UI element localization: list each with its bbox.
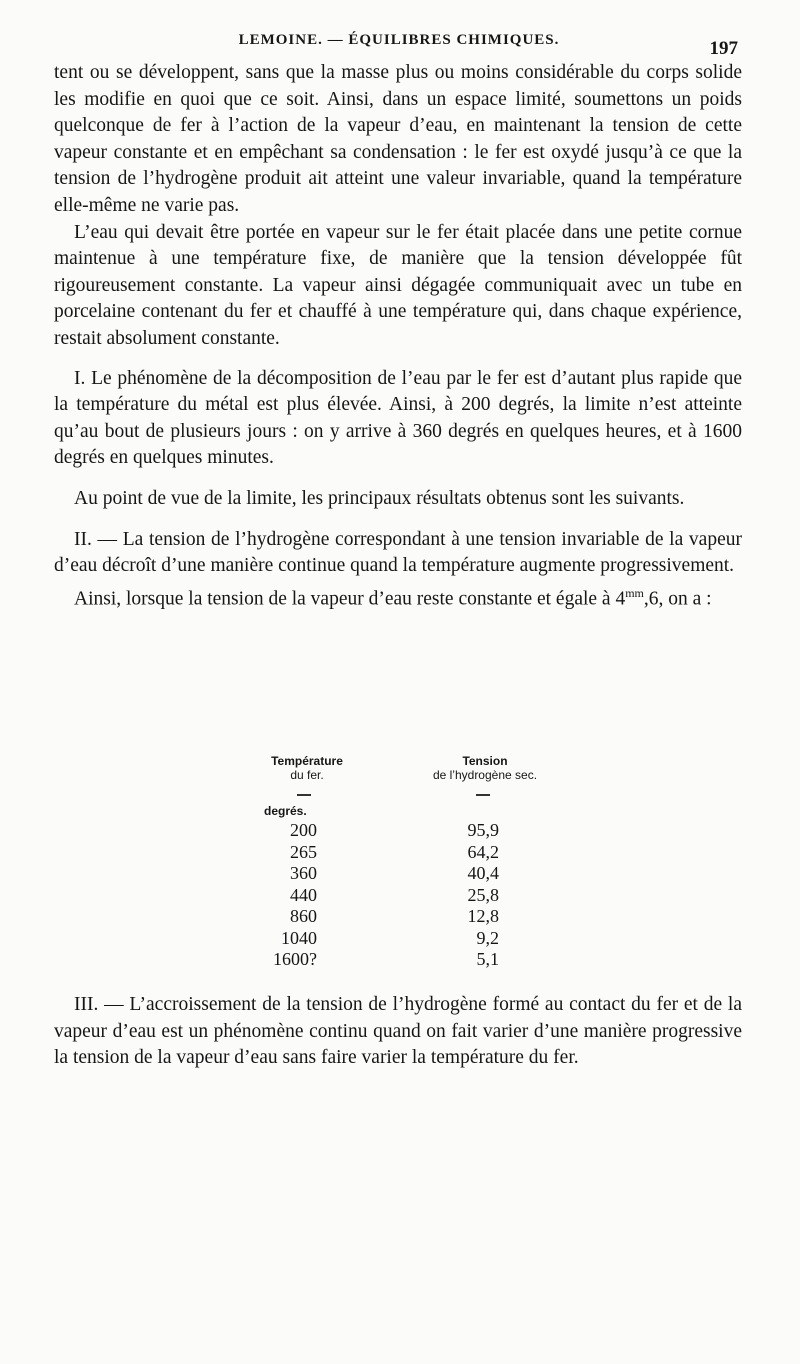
table-column-tension: [459, 820, 499, 971]
table-row: 5,1: [476, 949, 499, 969]
table-row: 40,4: [467, 863, 499, 883]
table-header-temperature: [252, 754, 362, 782]
paragraph-2: L’eau qui devait être portée en vapeur sur le fer était placée dans une petite cornue maintenue à une température fixe, de manière que la tension développée fût rigoureusement constante. La vapeur ainsi dégagée communiquait avec un tube en porcelaine contenant du fer et chauffé à une température qui, dans chaque expérience, restait absolument constante.: [54, 221, 742, 349]
final-paragraph-block: [54, 992, 742, 1072]
table-row: 95,9: [467, 820, 499, 840]
table-row: 25,8: [467, 884, 499, 905]
table-header-temperature-line1: Température: [271, 754, 343, 768]
table-column-temperature: [267, 820, 317, 971]
final-paragraph: III. — L’accroissement de la tension de l’hydrogène formé au contact du fer et de la vapeur d’eau est un phénomène continu quand on fait varier d’une manière progressive la tension de la vapeur d’eau sans faire varier la température du fer.: [54, 994, 742, 1069]
table-row: 9,2: [476, 927, 499, 948]
bleed-through-shadow: [54, 1075, 744, 1275]
paragraph-4: Au point de vue de la limite, les principaux résultats obtenus sont les suivants.: [74, 487, 685, 509]
table-header-dash-tension: [476, 794, 490, 796]
table-header-tension: [410, 754, 560, 782]
table-header-tension-line2: de l’hydrogène sec.: [432, 768, 538, 782]
body-text: [54, 60, 742, 613]
running-title: LEMOINE. — ÉQUILIBRES CHIMIQUES.: [238, 32, 560, 48]
paragraph-6-tail: ,6, on a :: [643, 588, 712, 610]
table-row: 360: [290, 863, 317, 883]
table-row: 12,8: [467, 906, 499, 926]
table-row: 1600?: [273, 949, 317, 969]
paragraph-1: tent ou se développent, sans que la masse plus ou moins considérable du corps solide les modifie en quoi que ce soit. Ainsi, dans un espace limité, soumettons un poids quelconque de fer à l’action de la vapeur d’eau, en maintenant la tension de cette vapeur constante et en empêchant sa condensation : le fer est oxydé jusqu’à ce que la tension de l’hydrogène produit ait atteint une valeur invariable, quand la température elle-même ne varie pas.: [54, 62, 742, 216]
table-unit-degrees: degrés.: [264, 804, 307, 818]
table-header-temperature-line2: du fer.: [290, 768, 324, 782]
paragraph-6-text: Ainsi, lorsque la tension de la vapeur d’eau reste constante et égale à 4: [74, 588, 626, 610]
table-header-dash-temperature: [297, 794, 311, 796]
table-row: 1040: [281, 927, 317, 948]
paragraph-6-superscript: mm: [625, 585, 644, 600]
table-row: 860: [290, 906, 317, 926]
table-row: 200: [290, 820, 317, 840]
table-row: 440: [290, 884, 317, 905]
running-head: [54, 30, 744, 59]
paragraph-5: II. — La tension de l’hydrogène correspondant à une tension invariable de la vapeur d’eau décroît d’une manière continue quand la température augmente progressivement.: [54, 528, 742, 577]
table-row: 64,2: [467, 841, 499, 862]
page-number: 197: [709, 38, 738, 59]
results-table: [0, 754, 800, 974]
table-row: 265: [290, 841, 317, 862]
paragraph-3: I. Le phénomène de la décomposition de l’eau par le fer est d’autant plus rapide que la température du métal est plus élevée. Ainsi, à 200 degrés, la limite n’est atteinte qu’au bout de plusieurs jours : on y arrive à 360 degrés en quelques heures, et à 1600 degrés en quelques minutes.: [54, 367, 742, 469]
paragraph-6: [54, 580, 742, 613]
table-header-tension-line1: Tension: [462, 754, 508, 768]
